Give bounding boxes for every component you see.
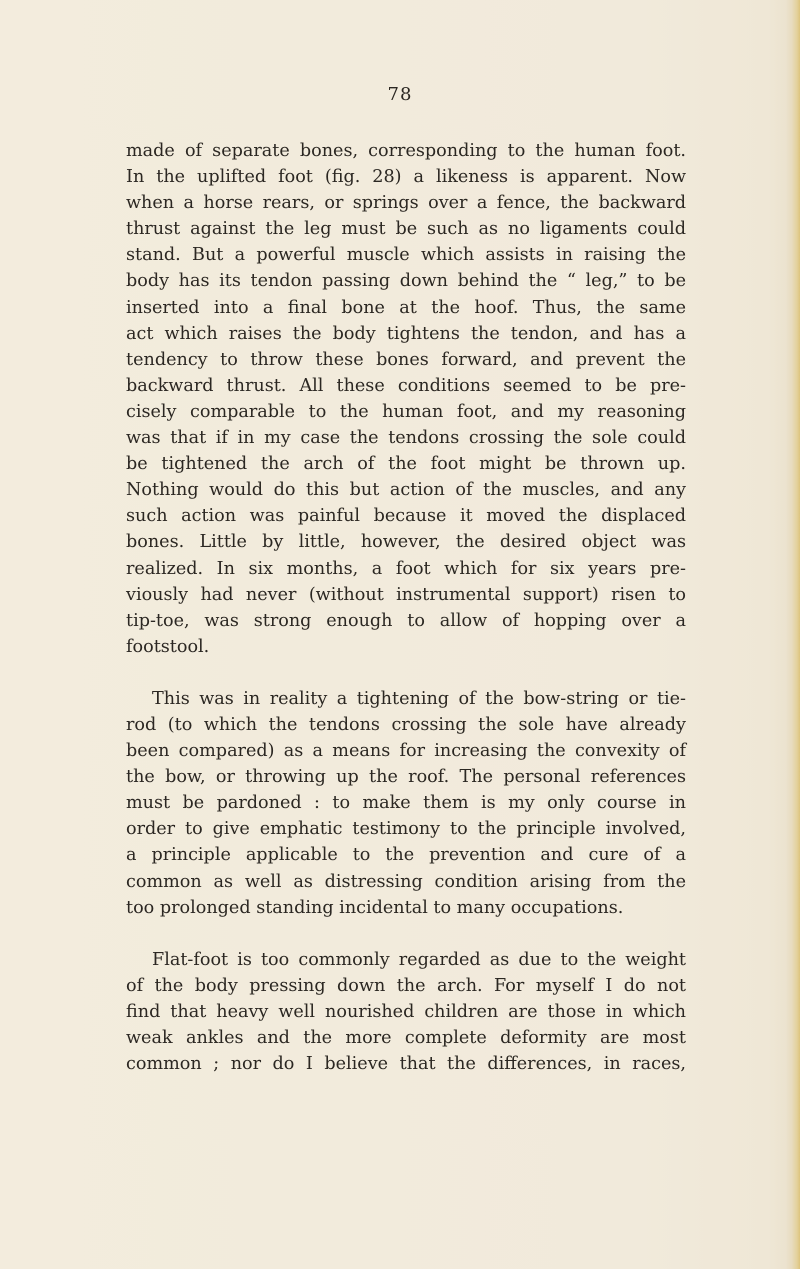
text-line: thrust against the leg must be such as no ligaments could	[126, 219, 686, 240]
text-line: when a horse rears, or springs over a fence, the backward	[126, 193, 686, 214]
text-line: been compared) as a means for increasing the convexity of	[126, 741, 686, 762]
text-line: must be pardoned : to make them is my only course in	[126, 793, 686, 814]
text-line: such action was painful because it moved the displaced	[126, 506, 686, 527]
page-edge	[786, 0, 800, 1269]
text-line: act which raises the body tightens the tendon, and has a	[126, 323, 686, 344]
text-line: viously had never (without instrumental support) risen to	[126, 584, 686, 605]
text-line: inserted into a final bone at the hoof. Thus, the same	[126, 297, 686, 318]
page-number: 78	[387, 84, 413, 105]
text-line: made of separate bones, corresponding to the human foot.	[126, 141, 686, 161]
text-line: footstool.	[126, 636, 210, 657]
text-line: This was in reality a tightening of the bow-string or tie-	[152, 688, 686, 709]
text-line: tip-toe, was strong enough to allow of hopping over a	[126, 610, 686, 631]
text-line: was that if in my case the tendons crossing the sole could	[126, 428, 686, 449]
text-line: rod (to which the tendons crossing the sole have already	[126, 714, 686, 735]
text-line: body has its tendon passing down behind the “ leg,” to be	[126, 271, 686, 292]
text-line: tendency to throw these bones forward, and prevent the	[126, 349, 686, 370]
paragraph-1	[126, 138, 686, 660]
text-line: In the uplifted foot (fig. 28) a likeness is apparent. Now	[126, 167, 686, 188]
text-line: too prolonged standing incidental to many occupations.	[126, 897, 624, 918]
text-line: bones. Little by little, however, the desired object was	[126, 532, 686, 553]
text-line: weak ankles and the more complete deformity are most	[126, 1028, 686, 1048]
text-line: Flat-foot is too commonly regarded as due to the weight	[152, 949, 686, 970]
text-line: find that heavy well nourished children are those in which	[126, 1001, 686, 1022]
text-line: cisely comparable to the human foot, and my reasoning	[126, 401, 686, 422]
text-line: common ; nor do I believe that the differences, in races,	[126, 1054, 686, 1075]
text-line: Nothing would do this but action of the muscles, and any	[126, 480, 686, 501]
text-line: a principle applicable to the prevention and cure of a	[126, 845, 686, 866]
text-line: of the body pressing down the arch. For myself I do not	[126, 975, 686, 996]
paragraph-3	[126, 947, 686, 1077]
text-line: stand. But a powerful muscle which assists in raising the	[126, 245, 686, 266]
text-line: order to give emphatic testimony to the principle involved,	[126, 819, 686, 840]
text-line: realized. In six months, a foot which for six years pre-	[126, 558, 686, 579]
text-line: common as well as distressing condition arising from the	[126, 871, 686, 892]
text-line: the bow, or throwing up the roof. The personal references	[126, 767, 686, 788]
text-line: backward thrust. All these conditions seemed to be pre-	[126, 375, 686, 396]
paragraph-2	[126, 686, 686, 921]
body-text	[126, 138, 686, 1077]
text-line: be tightened the arch of the foot might be thrown up.	[126, 454, 686, 475]
